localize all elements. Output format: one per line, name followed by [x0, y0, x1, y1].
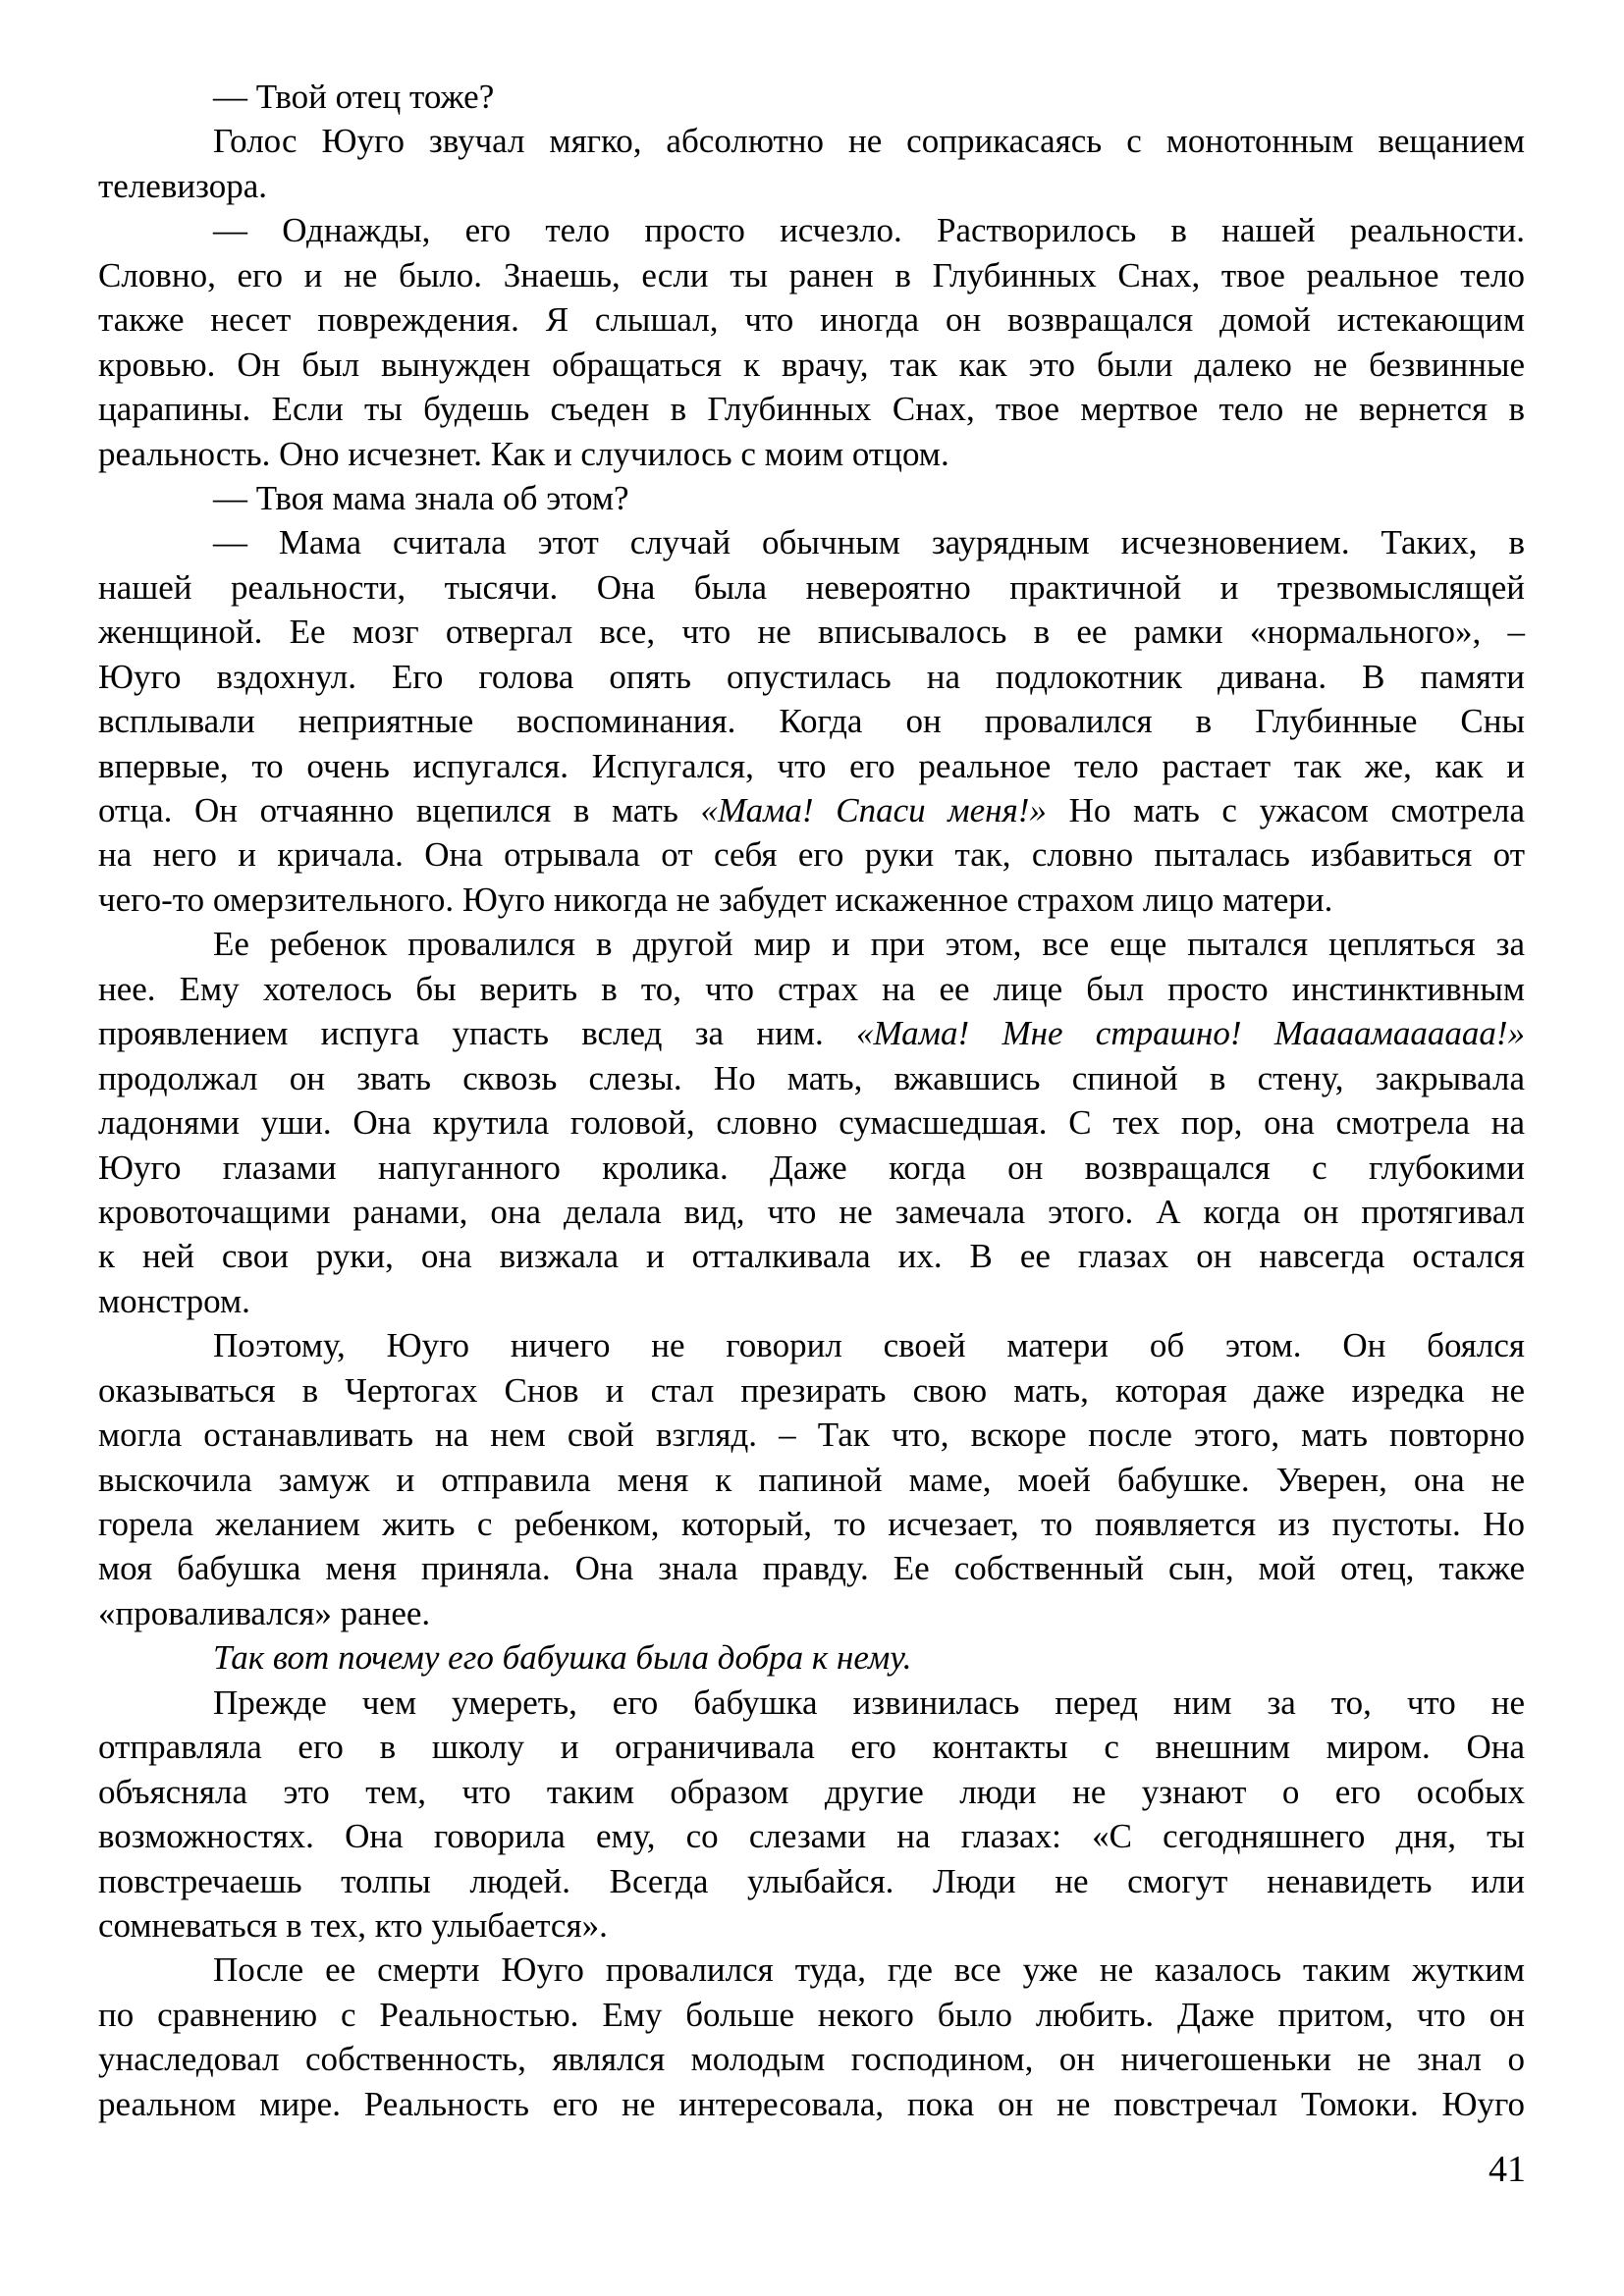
- text-segment: отца. Он отчаянно вцепился в мать: [98, 791, 701, 829]
- text-line: [98, 387, 1525, 431]
- text-line: [98, 878, 1525, 922]
- text-line: [98, 1279, 1525, 1323]
- text-segment: горела желанием жить с ребенком, который, то исчезает, то появляется из пустоты. Но: [98, 1505, 1525, 1543]
- text-segment: продолжал он звать сквозь слезы. Но мать, вжавшись спиной в стену, закрывала: [98, 1058, 1525, 1097]
- text-line: [98, 1725, 1525, 1769]
- text-segment: впервые, то очень испугался. Испугался, что его реальное тело растает так же, как и: [98, 746, 1525, 785]
- text-line: [98, 1413, 1525, 1457]
- text-line: [98, 520, 1525, 564]
- text-segment: Голос Юуго звучал мягко, абсолютно не соприкасаясь с монотонным вещанием: [213, 122, 1525, 161]
- text-line: [98, 1190, 1525, 1234]
- text-segment: царапины. Если ты будешь съеден в Глубинных Снах, твое мертвое тело не вернется в: [98, 390, 1525, 429]
- text-line: [98, 297, 1525, 342]
- text-segment: всплывали неприятные воспоминания. Когда он провалился в Глубинные Сны: [98, 702, 1525, 741]
- paragraph: [98, 75, 1525, 119]
- paragraph: [98, 208, 1525, 476]
- text-segment: — Твой отец тоже?: [213, 78, 495, 116]
- text-segment: унаследовал собственность, являлся молодым господином, он ничегошеньки не знал о: [98, 2040, 1525, 2079]
- text-segment: Прежде чем умереть, его бабушка извинилась перед ним за то, что не: [213, 1682, 1525, 1722]
- text-segment: ладонями уши. Она крутила головой, словно сумасшедшая. С тех пор, она смотрела на: [98, 1103, 1525, 1143]
- text-segment: реальном мире. Реальность его не интересовала, пока он не повстречал Томоки. Юуго: [98, 2084, 1525, 2123]
- text-line: [98, 75, 1525, 119]
- text-line: [98, 1100, 1525, 1145]
- text-segment: также несет повреждения. Я слышал, что иногда он возвращался домой истекающим: [98, 300, 1525, 340]
- text-segment: объясняла это тем, что таким образом другие люди не узнают о его особых: [98, 1772, 1525, 1811]
- paragraph: [98, 922, 1525, 1323]
- text-segment: женщиной. Ее мозг отвергал все, что не вписывалось в ее рамки «нормального», –: [98, 613, 1525, 652]
- text-line: [98, 610, 1525, 654]
- text-line: [98, 699, 1525, 743]
- text-segment: Ее ребенок провалился в другой мир и при этом, все еще пытался цепляться за: [213, 925, 1525, 964]
- text-line: [98, 476, 1525, 520]
- text-line: [98, 164, 1525, 208]
- text-segment: — Мама считала этот случай обычным заурядным исчезновением. Таких, в: [213, 523, 1525, 562]
- text-line: [98, 432, 1525, 476]
- text-segment: оказываться в Чертогах Снов и стал презирать свою мать, которая даже изредка не: [98, 1370, 1525, 1410]
- text-segment: — Однажды, его тело просто исчезло. Растворилось в нашей реальности.: [213, 211, 1525, 250]
- text-line: [98, 788, 1525, 832]
- text-line: [98, 1903, 1525, 1948]
- text-segment: Юуго глазами напуганного кролика. Даже когда он возвращался с глубокими: [98, 1148, 1525, 1187]
- text-line: [98, 565, 1525, 610]
- text-segment: нее. Ему хотелось бы верить в то, что страх на ее лице был просто инстинктивным: [98, 969, 1525, 1008]
- text-segment: — Твоя мама знала об этом?: [213, 478, 629, 517]
- paragraph: [98, 119, 1525, 208]
- paragraph: [98, 476, 1525, 520]
- paragraph: [98, 1323, 1525, 1635]
- text-line: [98, 119, 1525, 163]
- text-segment: телевизора.: [98, 166, 267, 205]
- text-segment: Но мать с ужасом смотрела: [1046, 791, 1526, 829]
- paragraph: [98, 1681, 1525, 1949]
- text-segment: сомневаться в тех, кто улыбается».: [98, 1905, 608, 1945]
- text-line: [98, 2082, 1525, 2126]
- text-segment: повстречаешь толпы людей. Всегда улыбайся. Люди не смогут ненавидеть или: [98, 1861, 1525, 1900]
- text-segment: нашей реальности, тысячи. Она была невероятно практичной и трезвомыслящей: [98, 567, 1525, 607]
- italic-text-segment: «Мама! Спаси меня!»: [700, 791, 1047, 829]
- text-line: [98, 343, 1525, 387]
- text-segment: по сравнению с Реальностью. Ему больше некого было любить. Даже притом, что он: [98, 1995, 1525, 2034]
- text-line: [98, 922, 1525, 966]
- text-line: [98, 1770, 1525, 1814]
- text-segment: «проваливался» ранее.: [98, 1593, 431, 1632]
- paragraph: [98, 1948, 1525, 2126]
- italic-text-segment: «Мама! Мне страшно! Маааамаааааа!»: [856, 1014, 1525, 1053]
- text-segment: проявлением испуга упасть вслед за ним.: [98, 1014, 856, 1053]
- text-segment: После ее смерти Юуго провалился туда, где все уже не казалось таким жутким: [213, 1950, 1525, 1990]
- text-line: [98, 832, 1525, 877]
- paragraph: [98, 520, 1525, 922]
- text-line: [98, 253, 1525, 297]
- text-segment: выскочила замуж и отправила меня к папиной маме, моей бабушке. Уверен, она не: [98, 1460, 1525, 1499]
- text-segment: чего-то омерзительного. Юуго никогда не забудет искаженное страхом лицо матери.: [98, 880, 1333, 919]
- text-segment: Юуго вздохнул. Его голова опять опустилась на подлокотник дивана. В памяти: [98, 657, 1525, 696]
- text-line: [98, 1814, 1525, 1858]
- text-line: [98, 1234, 1525, 1278]
- text-line: [98, 1011, 1525, 1055]
- text-line: [98, 1368, 1525, 1413]
- text-segment: на него и кричала. Она отрывала от себя его руки так, словно пыталась избавиться от: [98, 835, 1525, 875]
- text-line: [98, 2037, 1525, 2081]
- text-line: [98, 744, 1525, 788]
- text-line: [98, 208, 1525, 252]
- text-segment: Словно, его и не было. Знаешь, если ты ранен в Глубинных Снах, твое реальное тело: [98, 255, 1525, 294]
- text-line: [98, 1323, 1525, 1367]
- text-segment: могла останавливать на нем свой взгляд. – Так что, вскоре после этого, мать повторно: [98, 1415, 1525, 1455]
- text-segment: кровоточащими ранами, она делала вид, что не замечала этого. А когда он протягивал: [98, 1192, 1525, 1231]
- paragraph: [98, 1635, 1525, 1680]
- italic-text-segment: Так вот почему его бабушка была добра к нему.: [213, 1638, 912, 1678]
- text-segment: Поэтому, Юуго ничего не говорил своей матери об этом. Он боялся: [213, 1326, 1525, 1365]
- text-segment: монстром.: [98, 1281, 250, 1320]
- text-segment: отправляла его в школу и ограничивала его контакты с внешним миром. Она: [98, 1728, 1525, 1767]
- text-segment: реальность. Оно исчезнет. Как и случилось с моим отцом.: [98, 434, 949, 473]
- text-line: [98, 1859, 1525, 1903]
- text-line: [98, 1146, 1525, 1190]
- text-line: [98, 655, 1525, 699]
- text-line: [98, 967, 1525, 1011]
- body-text: [98, 75, 1525, 2126]
- text-segment: кровью. Он был вынужден обращаться к врачу, так как это были далеко не безвинные: [98, 345, 1525, 384]
- text-line: [98, 1458, 1525, 1502]
- page-number: 41: [1489, 2149, 1526, 2190]
- text-line: [98, 1993, 1525, 2037]
- text-segment: возможностях. Она говорила ему, со слезами на глазах: «С сегодняшнего дня, ты: [98, 1817, 1525, 1856]
- text-line: [98, 1681, 1525, 1725]
- text-line: [98, 1591, 1525, 1635]
- text-line: [98, 1056, 1525, 1100]
- text-line: [98, 1948, 1525, 1992]
- text-line: [98, 1546, 1525, 1590]
- text-line: [98, 1635, 1525, 1680]
- text-segment: к ней свои руки, она визжала и отталкивала их. В ее глазах он навсегда остался: [98, 1237, 1525, 1276]
- text-line: [98, 1502, 1525, 1546]
- text-segment: моя бабушка меня приняла. Она знала правду. Ее собственный сын, мой отец, также: [98, 1549, 1525, 1588]
